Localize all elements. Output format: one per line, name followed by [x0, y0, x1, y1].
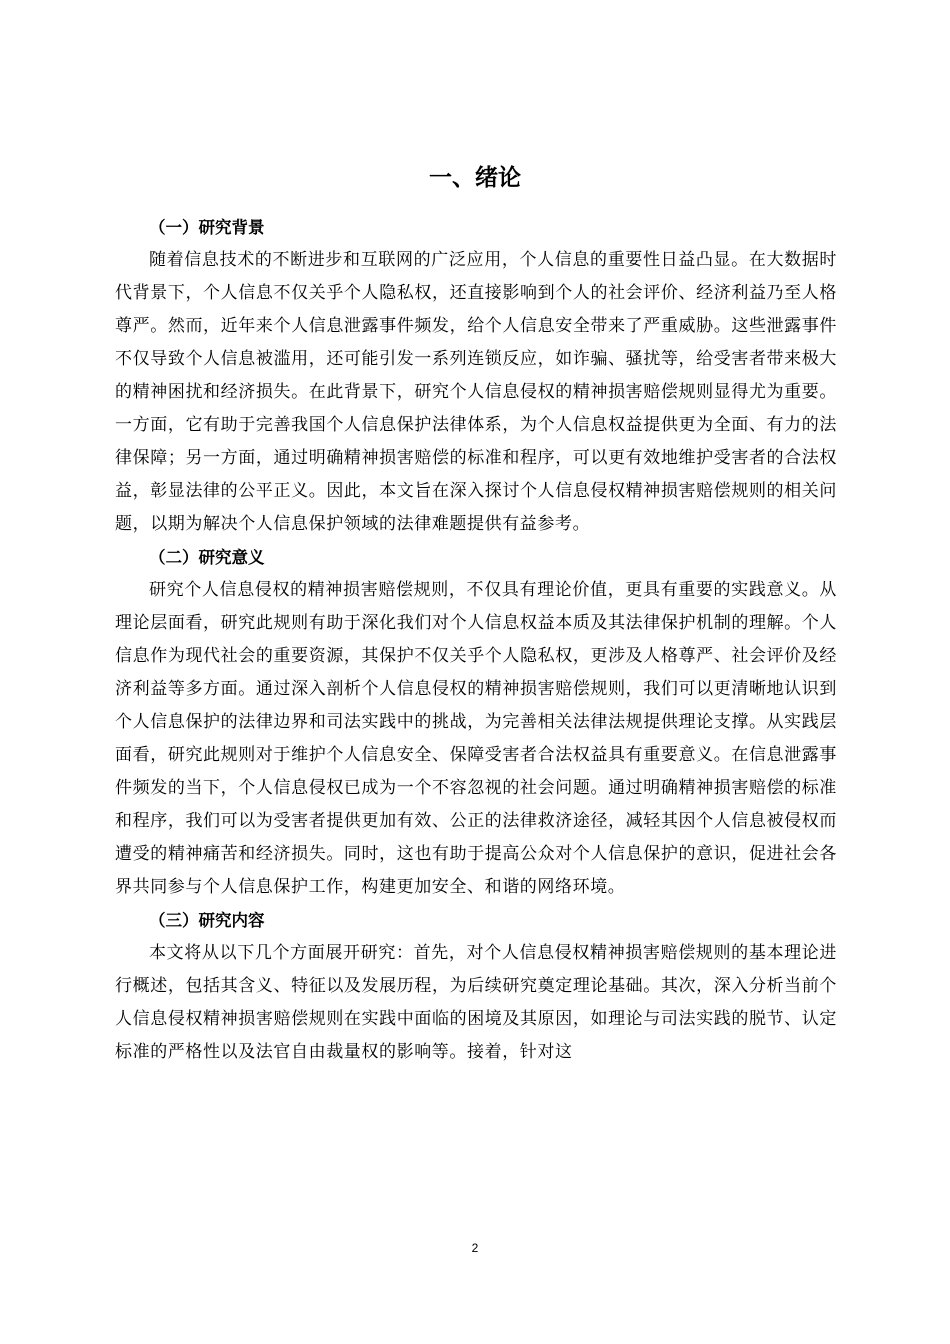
document-body [115, 211, 837, 1069]
chapter-title: 一、绪论 [429, 165, 521, 191]
section-research-background [115, 211, 837, 541]
page-number: 2 [471, 1241, 479, 1255]
section-heading: （三）研究内容 [149, 911, 265, 930]
section-research-content [115, 904, 837, 1069]
section-heading: （二）研究意义 [149, 548, 265, 567]
section-paragraph: 本文将从以下几个方面展开研究：首先，对个人信息侵权精神损害赔偿规则的基本理论进行概述，包括其含义、特征以及发展历程，为后续研究奠定理论基础。其次，深入分析当前个人信息侵权精神损害赔偿规则在实践中面临的困境及其原因，如理论与司法实践的脱节、认定标准的严格性以及法官自由裁量权的影响等。接着，针对这 [115, 943, 837, 1062]
section-research-significance [115, 541, 837, 904]
section-paragraph: 随着信息技术的不断进步和互联网的广泛应用，个人信息的重要性日益凸显。在大数据时代背景下，个人信息不仅关乎个人隐私权，还直接影响到个人的社会评价、经济利益乃至人格尊严。然而，近年来个人信息泄露事件频发，给个人信息安全带来了严重威胁。这些泄露事件不仅导致个人信息被滥用，还可能引发一系列连锁反应，如诈骗、骚扰等，给受害者带来极大的精神困扰和经济损失。在此背景下，研究个人信息侵权的精神损害赔偿规则显得尤为重要。一方面，它有助于完善我国个人信息保护法律体系，为个人信息权益提供更为全面、有力的法律保障；另一方面，通过明确精神损害赔偿的标准和程序，可以更有效地维护受害者的合法权益，彰显法律的公平正义。因此，本文旨在深入探讨个人信息侵权精神损害赔偿规则的相关问题，以期为解决个人信息保护领域的法律难题提供有益参考。 [115, 250, 837, 534]
section-paragraph: 研究个人信息侵权的精神损害赔偿规则，不仅具有理论价值，更具有重要的实践意义。从理论层面看，研究此规则有助于深化我们对个人信息权益本质及其法律保护机制的理解。个人信息作为现代社会的重要资源，其保护不仅关乎个人隐私权，更涉及人格尊严、社会评价及经济利益等多方面。通过深入剖析个人信息侵权的精神损害赔偿规则，我们可以更清晰地认识到个人信息保护的法律边界和司法实践中的挑战，为完善相关法律法规提供理论支撑。从实践层面看，研究此规则对于维护个人信息安全、保障受害者合法权益具有重要意义。在信息泄露事件频发的当下，个人信息侵权已成为一个不容忽视的社会问题。通过明确精神损害赔偿的标准和程序，我们可以为受害者提供更加有效、公正的法律救济途径，减轻其因个人信息被侵权而遭受的精神痛苦和经济损失。同时，这也有助于提高公众对个人信息保护的意识，促进社会各界共同参与个人信息保护工作，构建更加安全、和谐的网络环境。 [115, 580, 837, 897]
section-heading: （一）研究背景 [149, 218, 265, 237]
